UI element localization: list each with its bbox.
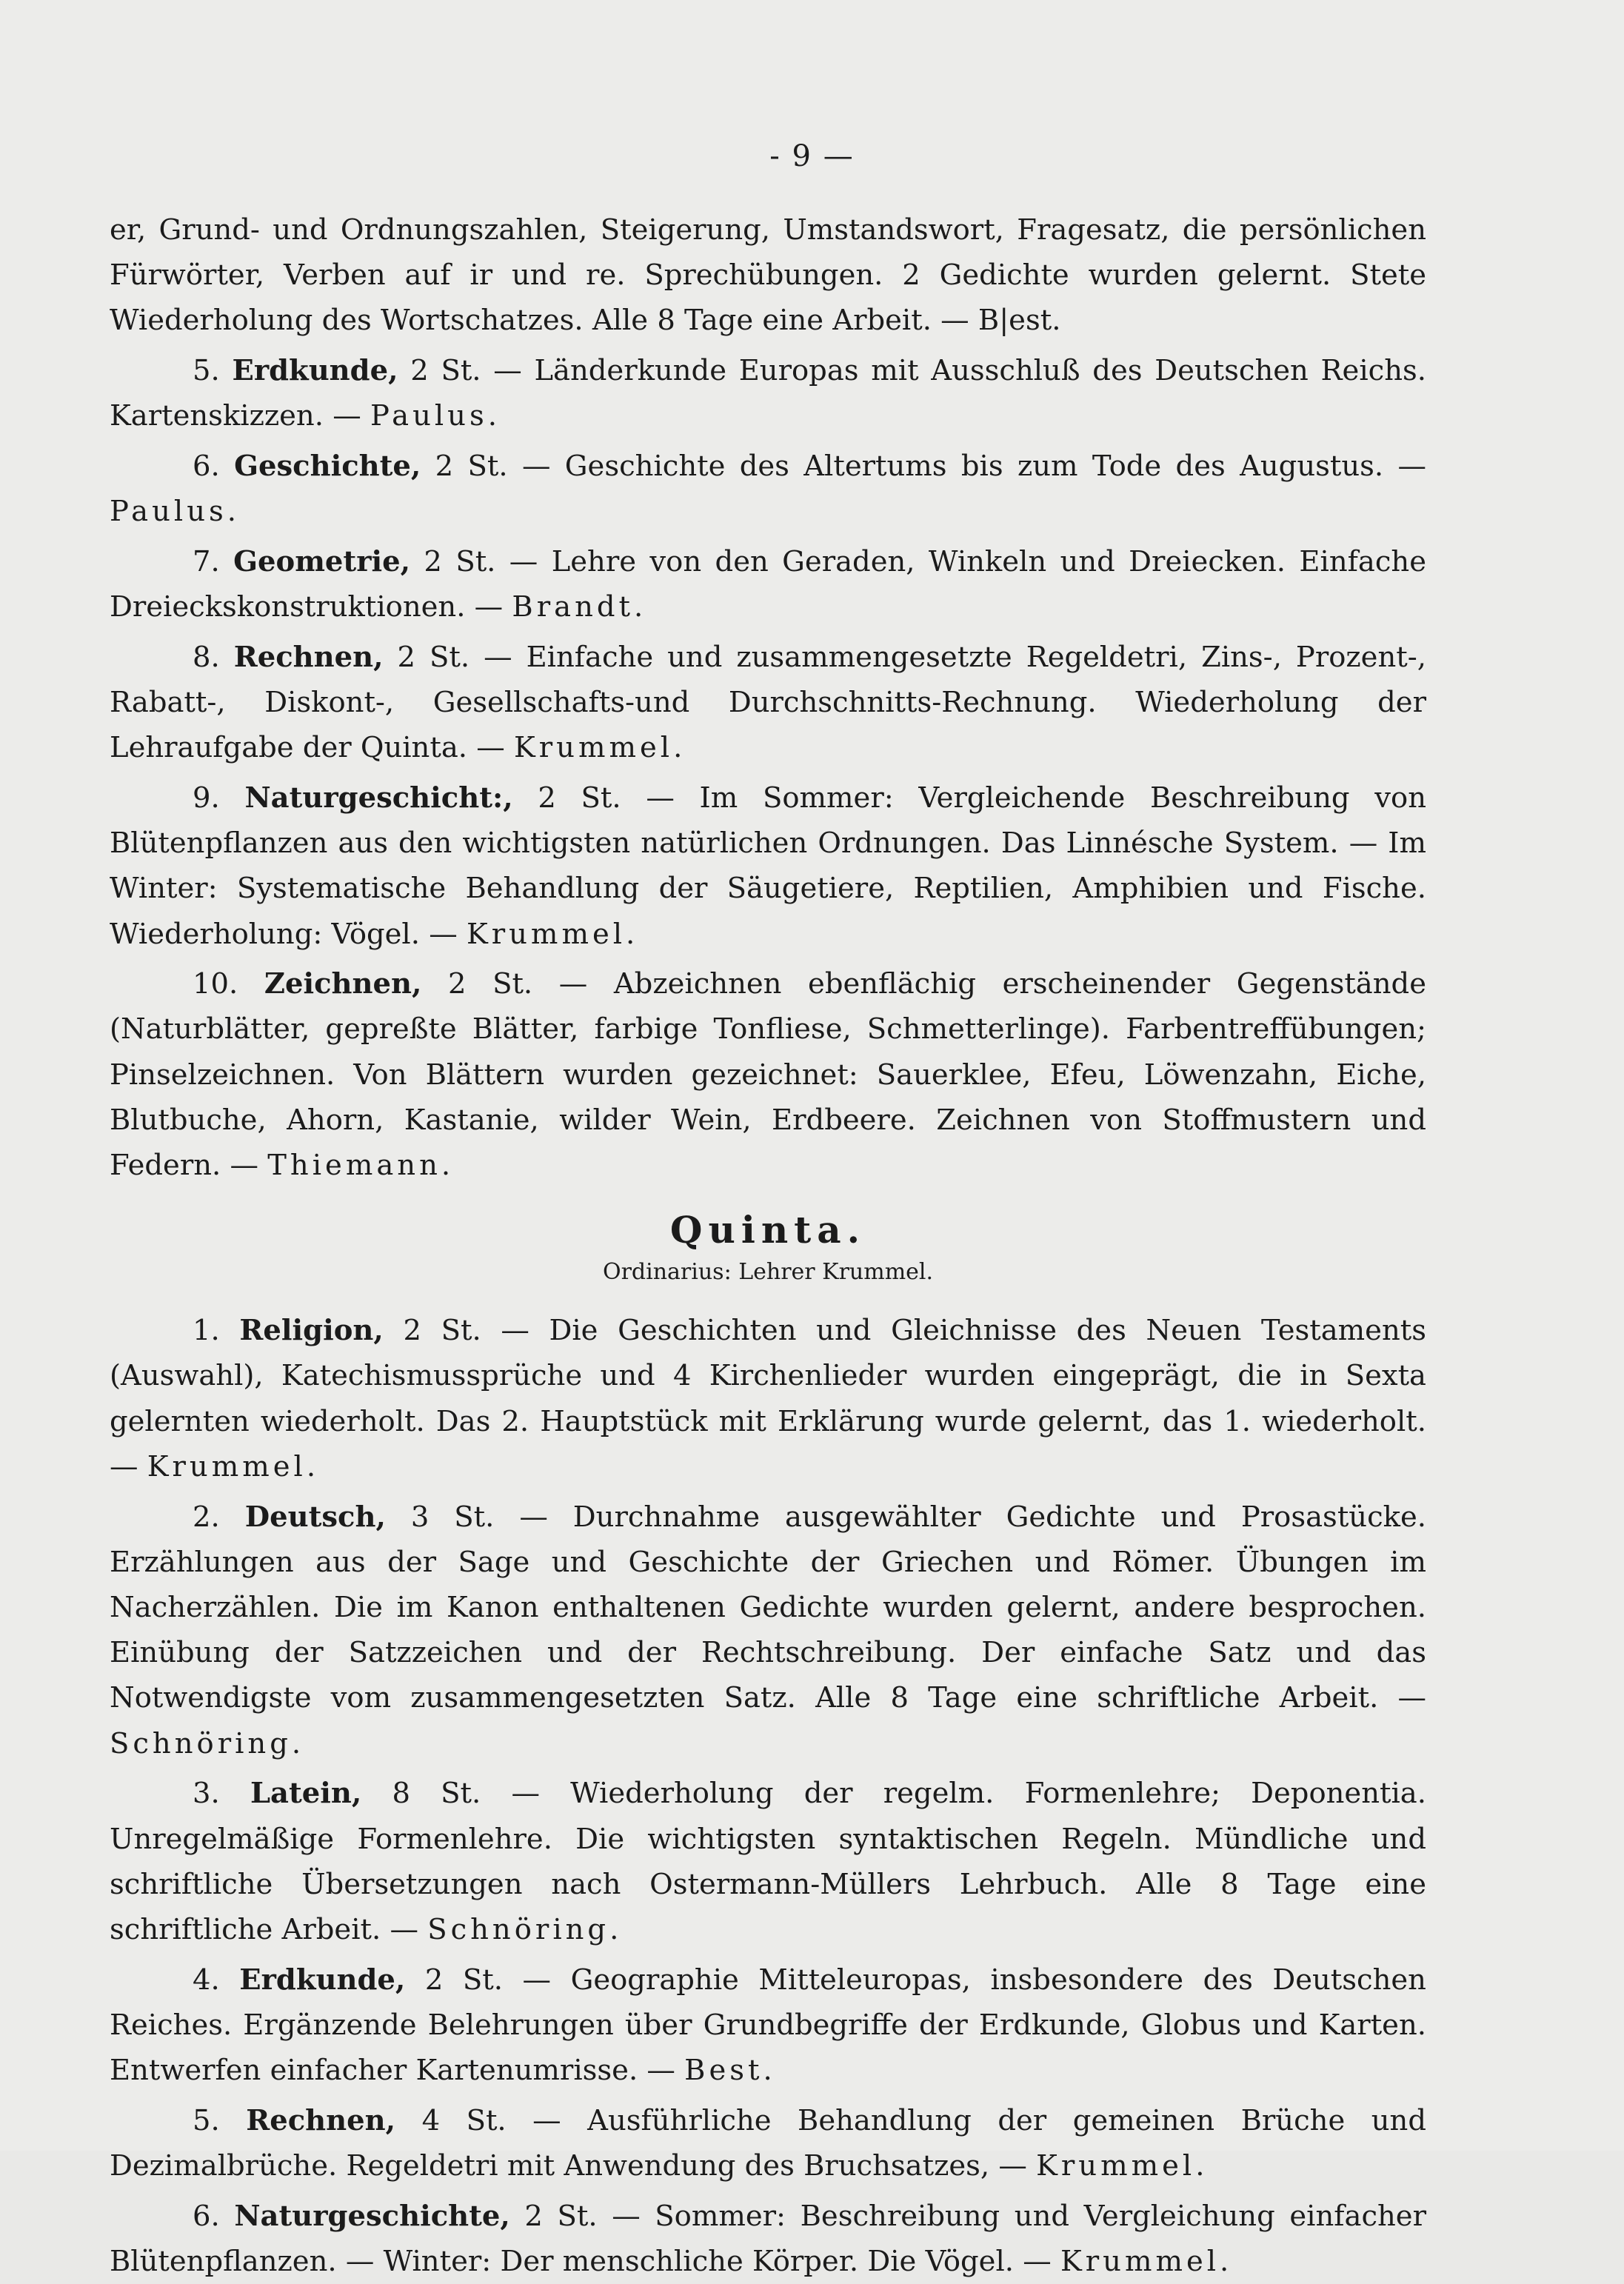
- upper-item-list: [110, 348, 1426, 1188]
- list-item: 4. Erdkunde, 2 St. — Geographie Mitteleuropas, insbesondere des Deutschen Reiches. Ergänzende Belehrungen über Grundbegriffe der Erdkunde, Globus und Karten. Entwerfen einfacher Kartenumrisse. — Best.: [110, 1963, 1426, 2088]
- teacher-name: Krummel.: [466, 917, 639, 951]
- ordinarius-line: Ordinarius: Lehrer Krummel.: [602, 1259, 934, 1286]
- teacher-name: Best.: [684, 2054, 776, 2088]
- list-item: 1. Religion, 2 St. — Die Geschichten und Gleichnisse des Neuen Testaments (Auswahl), Katechismussprüche und 4 Kirchenlieder wurden eingeprägt, die in Sexta gelernten wiederholt. Das 2. Hauptstück mit Erklärung wurde gelernt, das 1. wiederholt. — Krummel.: [110, 1314, 1426, 1483]
- teacher-name: Thiemann.: [267, 1149, 455, 1183]
- page-body: [110, 207, 1426, 2284]
- page-number: - 9 —: [769, 139, 855, 173]
- list-item: 7. Geometrie, 2 St. — Lehre von den Geraden, Winkeln und Dreiecken. Einfache Dreieckskonstruktionen. — Brandt.: [110, 544, 1426, 624]
- teacher-name: Krummel.: [1060, 2244, 1233, 2278]
- teacher-name: Paulus.: [370, 399, 501, 433]
- list-item: 5. Rechnen, 4 St. — Ausführliche Behandlung der gemeinen Brüche und Dezimalbrüche. Regeldetri mit Anwendung des Bruchsatzes, — Krummel.: [110, 2103, 1426, 2183]
- list-item: 8. Rechnen, 2 St. — Einfache und zusammengesetzte Regeldetri, Zins-, Prozent-, Rabatt-, Diskont-, Gesellschafts-und Durchschnitts-Rechnung. Wiederholung der Lehraufgabe der Quinta. — Krummel.: [110, 640, 1426, 765]
- teacher-name: Krummel.: [147, 1449, 320, 1483]
- quinta-item-list: [110, 1308, 1426, 2284]
- list-item: 10. Zeichnen, 2 St. — Abzeichnen ebenflächig erscheinender Gegenstände (Naturblätter, gepreßte Blätter, farbige Tonfliese, Schmetterlinge). Farbentreffübungen; Pinselzeichnen. Von Blättern wurden gezeichnet: Sauerklee, Efeu, Löwenzahn, Eiche, Blutbuche, Ahorn, Kastanie, wilder Wein, Erdbeere. Zeichnen von Stoffmustern und Federn. — Thiemann.: [110, 967, 1426, 1183]
- list-item: 6. Naturgeschichte, 2 St. — Sommer: Beschreibung und Vergleichung einfacher Blütenpflanzen. — Winter: Der menschliche Körper. Die Vögel. — Krummel.: [110, 2199, 1426, 2278]
- teacher-name: Schnöring.: [427, 1912, 623, 1946]
- teacher-name: Brandt.: [512, 590, 647, 624]
- teacher-name: Krummel.: [1036, 2148, 1209, 2183]
- section-heading: Quinta.: [669, 1208, 866, 1252]
- list-item: 2. Deutsch, 3 St. — Durchnahme ausgewählter Gedichte und Prosastücke. Erzählungen aus der Sage und Geschichte der Griechen und Römer. Übungen im Nacherzählen. Die im Kanon enthaltenen Gedichte wurden gelernt, andere besprochen. Einübung der Satzzeichen und der Rechtschreibung. Der einfache Satz und das Notwendigste vom zusammengesetzten Satz. Alle 8 Tage eine schriftliche Arbeit. — Schnöring.: [110, 1500, 1426, 1760]
- list-item: 6. Geschichte, 2 St. — Geschichte des Altertums bis zum Tode des Augustus. — Paulus.: [110, 450, 1426, 529]
- teacher-name: Krummel.: [514, 731, 686, 765]
- list-item: 9. Naturgeschicht:, 2 St. — Im Sommer: Vergleichende Beschreibung von Blütenpflanzen aus den wichtigsten natürlichen Ordnungen. Das Linnésche System. — Im Winter: Systematische Behandlung der Säugetiere, Reptilien, Amphibien und Fische. Wiederholung: Vögel. — Krummel.: [110, 781, 1426, 951]
- intro-paragraph: er, Grund- und Ordnungszahlen, Steigerung, Umstandswort, Fragesatz, die persönlichen Fürwörter, Verben auf ir und re. Sprechübungen. 2 Gedichte wurden gelernt. Stete Wiederholung des Wortschatzes. Alle 8 Tage eine Arbeit. — B|est.: [110, 213, 1426, 338]
- teacher-name: Paulus.: [110, 495, 241, 529]
- list-item: 5. Erdkunde, 2 St. — Länderkunde Europas mit Ausschluß des Deutschen Reichs. Kartenskizzen. — Paulus.: [110, 354, 1426, 433]
- teacher-name: Schnöring.: [110, 1726, 305, 1760]
- list-item: 3. Latein, 8 St. — Wiederholung der regelm. Formenlehre; Deponentia. Unregelmäßige Formenlehre. Die wichtigsten syntaktischen Regeln. Mündliche und schriftliche Übersetzungen nach Ostermann-Müllers Lehrbuch. Alle 8 Tage eine schriftliche Arbeit. — Schnöring.: [110, 1777, 1426, 1946]
